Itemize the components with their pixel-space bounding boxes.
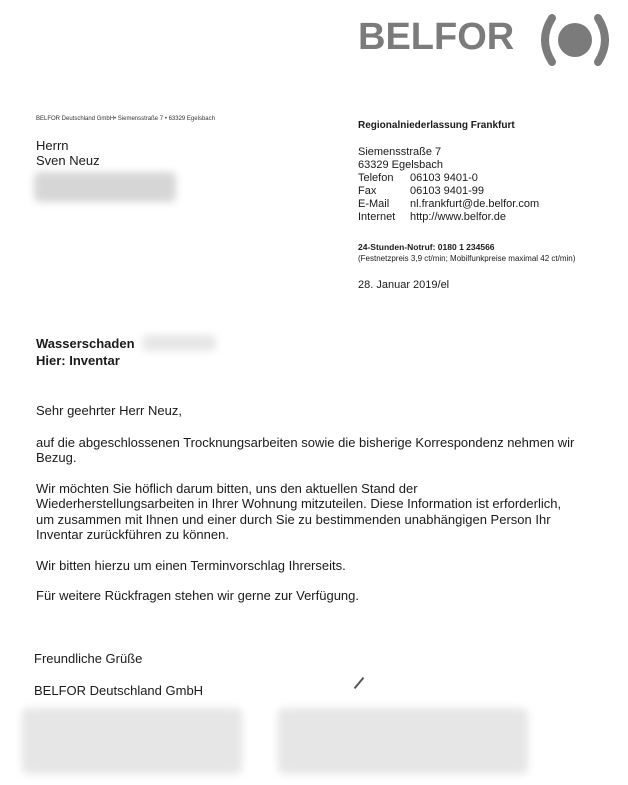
contact-row-phone [358,172,539,185]
letter-body [36,403,576,619]
contact-value: http://www.belfor.de [410,211,506,223]
signature-company: BELFOR Deutschland GmbH [34,683,204,698]
belfor-logo [358,12,616,68]
contact-label: Internet [358,211,396,223]
office-street: Siemensstraße 7 [358,146,442,158]
contact-value: nl.frankfurt@de.belfor.com [410,198,540,210]
emergency-hotline: 24-Stunden-Notruf: 0180 1 234566 [358,242,495,252]
office-title: Regionalniederlassung Frankfurt [358,120,515,131]
recipient-salutation: Herrn [36,138,69,153]
paragraph-4: Für weitere Rückfragen stehen wir gerne zur Verfügung. [36,588,360,603]
closing: Freundliche Grüße [34,651,143,666]
recipient-name: Sven Neuz [36,153,100,168]
greeting: Sehr geehrter Herr Neuz, [36,403,182,418]
contact-label: E-Mail [358,198,390,210]
contact-value: 06103 9401-0 [410,172,478,184]
paragraph-1: auf die abgeschlossenen Trocknungsarbeiten sowie die bisherige Korrespondenz nehmen wir Bezug. [36,434,575,465]
contact-row-internet [358,211,539,224]
office-contact-block [358,146,539,224]
letter-date: 28. Januar 2019/el [358,279,450,291]
subject-line-1: Wasserschaden [36,336,135,351]
redacted-reference [142,335,216,351]
belfor-mark-icon [536,14,616,66]
contact-row-fax [358,185,539,198]
recipient-address [36,138,100,168]
paragraph-2: Wir möchten Sie höflich darum bitten, uns den aktuellen Stand der Wiederherstellungsarbeiten in Ihrer Wohnung mitzuteilen. Diese Information ist erforderlich, um zusammen mit Ihnen und einer durch Sie zu bestimmenden unabhängigen Person Ihr Inventar zurückführen zu können. [36,480,562,542]
contact-row-email [358,198,539,211]
emergency-hotline-note: (Festnetzpreis 3,9 ct/min; Mobilfunkpreise maximal 42 ct/min) [358,254,576,263]
contact-label: Telefon [358,172,394,184]
sender-return-address: BELFOR Deutschland GmbH• Siemensstraße 7 • 63329 Egelsbach [36,116,215,122]
redacted-signature-right [278,708,528,774]
contact-label: Fax [358,185,377,197]
redacted-signature-left [22,708,242,774]
redacted-address [34,172,176,202]
contact-value: 06103 9401-99 [410,185,485,197]
office-city: 63329 Egelsbach [358,159,444,171]
paragraph-3: Wir bitten hierzu um einen Terminvorschlag Ihrerseits. [36,557,346,573]
subject-line-2: Hier: Inventar [36,353,120,368]
subject [36,335,135,369]
logo-wordmark: BELFOR [358,16,515,58]
